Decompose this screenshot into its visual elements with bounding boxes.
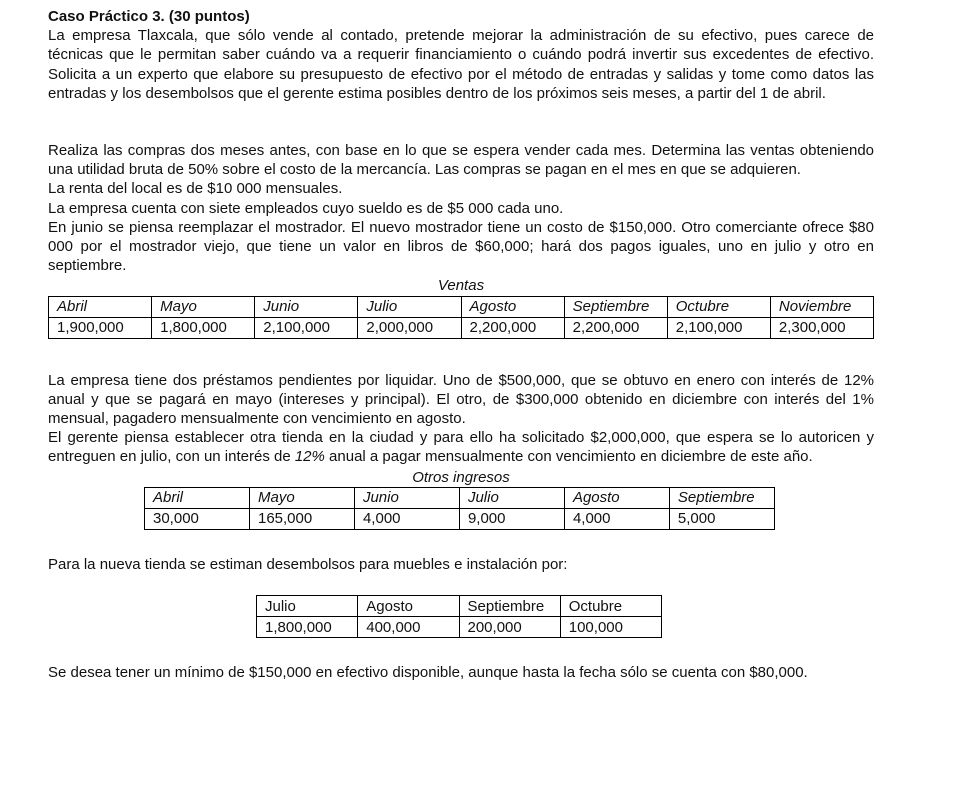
ventas-month: Octubre xyxy=(667,296,770,317)
tienda-month: Julio xyxy=(257,596,358,617)
ventas-value: 2,100,000 xyxy=(667,317,770,338)
paragraph-desembolsos: Para la nueva tienda se estiman desembolsos para muebles e instalación por: xyxy=(48,555,568,573)
tienda-value: 400,000 xyxy=(358,617,459,638)
otros-value: 5,000 xyxy=(669,508,774,529)
ventas-value: 1,800,000 xyxy=(152,317,255,338)
tienda-month: Agosto xyxy=(358,596,459,617)
ventas-month: Abril xyxy=(49,296,152,317)
ventas-value: 2,300,000 xyxy=(770,317,873,338)
case-title: Caso Práctico 3. (30 puntos) xyxy=(48,8,250,25)
tienda-value: 100,000 xyxy=(560,617,661,638)
otros-value: 165,000 xyxy=(249,508,354,529)
ventas-value: 2,100,000 xyxy=(255,317,358,338)
otros-value: 9,000 xyxy=(459,508,564,529)
otros-month: Septiembre xyxy=(669,487,774,508)
otros-month: Mayo xyxy=(249,487,354,508)
ventas-value: 2,200,000 xyxy=(564,317,667,338)
otros-month: Junio xyxy=(354,487,459,508)
tienda-header-row xyxy=(257,596,662,617)
ventas-value: 2,200,000 xyxy=(461,317,564,338)
otros-ingresos-caption: Otros ingresos xyxy=(412,468,510,486)
ventas-value: 1,900,000 xyxy=(49,317,152,338)
otros-value: 4,000 xyxy=(354,508,459,529)
ventas-month: Julio xyxy=(358,296,461,317)
ventas-header-row xyxy=(49,296,874,317)
otros-value: 30,000 xyxy=(145,508,250,529)
tienda-month: Octubre xyxy=(560,596,661,617)
paragraph-empleados: La empresa cuenta con siete empleados cuyo sueldo es de $5 000 cada uno. xyxy=(48,199,564,217)
otros-month: Julio xyxy=(459,487,564,508)
ventas-month: Noviembre xyxy=(770,296,873,317)
ventas-month: Septiembre xyxy=(564,296,667,317)
ventas-month: Junio xyxy=(255,296,358,317)
ventas-table xyxy=(48,296,874,339)
paragraph-prestamos: La empresa tiene dos préstamos pendientes por liquidar. Uno de $500,000, que se obtuvo en enero con interés de 12% anual y que se pagará en mayo (intereses y principal). El otro, de $300,000 obtenido en diciembre con interés del 1% mensual, pagadero mensualmente con vencimiento en agosto. xyxy=(48,371,874,428)
otros-value: 4,000 xyxy=(564,508,669,529)
nueva-tienda-text-a: El gerente piensa establecer otra tienda en la ciudad y para ello ha solicitado $2,000,000, que espera se lo autoricen y entreguen en julio, con un interés de xyxy=(48,429,874,466)
paragraph-mostrador: En junio se piensa reemplazar el mostrador. El nuevo mostrador tiene un costo de $150,000. Otro comerciante ofrece $80 000 por el mostrador viejo, que tiene un valor en libros de $60,000; hará dos pagos iguales, uno en julio y otro en septiembre. xyxy=(48,218,874,275)
nueva-tienda-text-c: anual a pagar mensualmente con vencimiento en diciembre de este año. xyxy=(324,448,813,466)
nueva-tienda-table xyxy=(256,595,662,638)
otros-ingresos-table xyxy=(144,487,775,530)
otros-header-row xyxy=(145,487,775,508)
nueva-tienda-rate: 12% xyxy=(294,448,325,466)
ventas-month: Agosto xyxy=(461,296,564,317)
ventas-values-row xyxy=(49,317,874,338)
otros-month: Abril xyxy=(145,487,250,508)
ventas-caption: Ventas xyxy=(437,277,485,295)
paragraph-compras: Realiza las compras dos meses antes, con base en lo que se espera vender cada mes. Determina las ventas obteniendo una utilidad bruta de 50% sobre el costo de la mercancía. Las compras se pagan en el mes en que se adquieren. xyxy=(48,142,874,179)
otros-values-row xyxy=(145,508,775,529)
ventas-value: 2,000,000 xyxy=(358,317,461,338)
tienda-value: 1,800,000 xyxy=(257,617,358,638)
ventas-month: Mayo xyxy=(152,296,255,317)
tienda-values-row xyxy=(257,617,662,638)
paragraph-renta: La renta del local es de $10 000 mensuales. xyxy=(48,180,343,198)
paragraph-intro: La empresa Tlaxcala, que sólo vende al contado, pretende mejorar la administración de su efectivo, pues carece de técnicas que le permitan saber cuándo va a requerir financiamiento o cuándo podrá invertir sus excedentes de efectivo. Solicita a un experto que elabore su presupuesto de efectivo por el método de entradas y salidas y tome como datos las entradas y los desembolsos que el gerente estima posibles dentro de los próximos seis meses, a partir del 1 de abril. xyxy=(48,27,874,102)
tienda-month: Septiembre xyxy=(459,596,560,617)
otros-month: Agosto xyxy=(564,487,669,508)
document-page xyxy=(48,7,874,682)
paragraph-minimo-efectivo: Se desea tener un mínimo de $150,000 en efectivo disponible, aunque hasta la fecha sólo se cuenta con $80,000. xyxy=(48,664,808,682)
paragraph-nueva-tienda xyxy=(48,428,874,466)
tienda-value: 200,000 xyxy=(459,617,560,638)
